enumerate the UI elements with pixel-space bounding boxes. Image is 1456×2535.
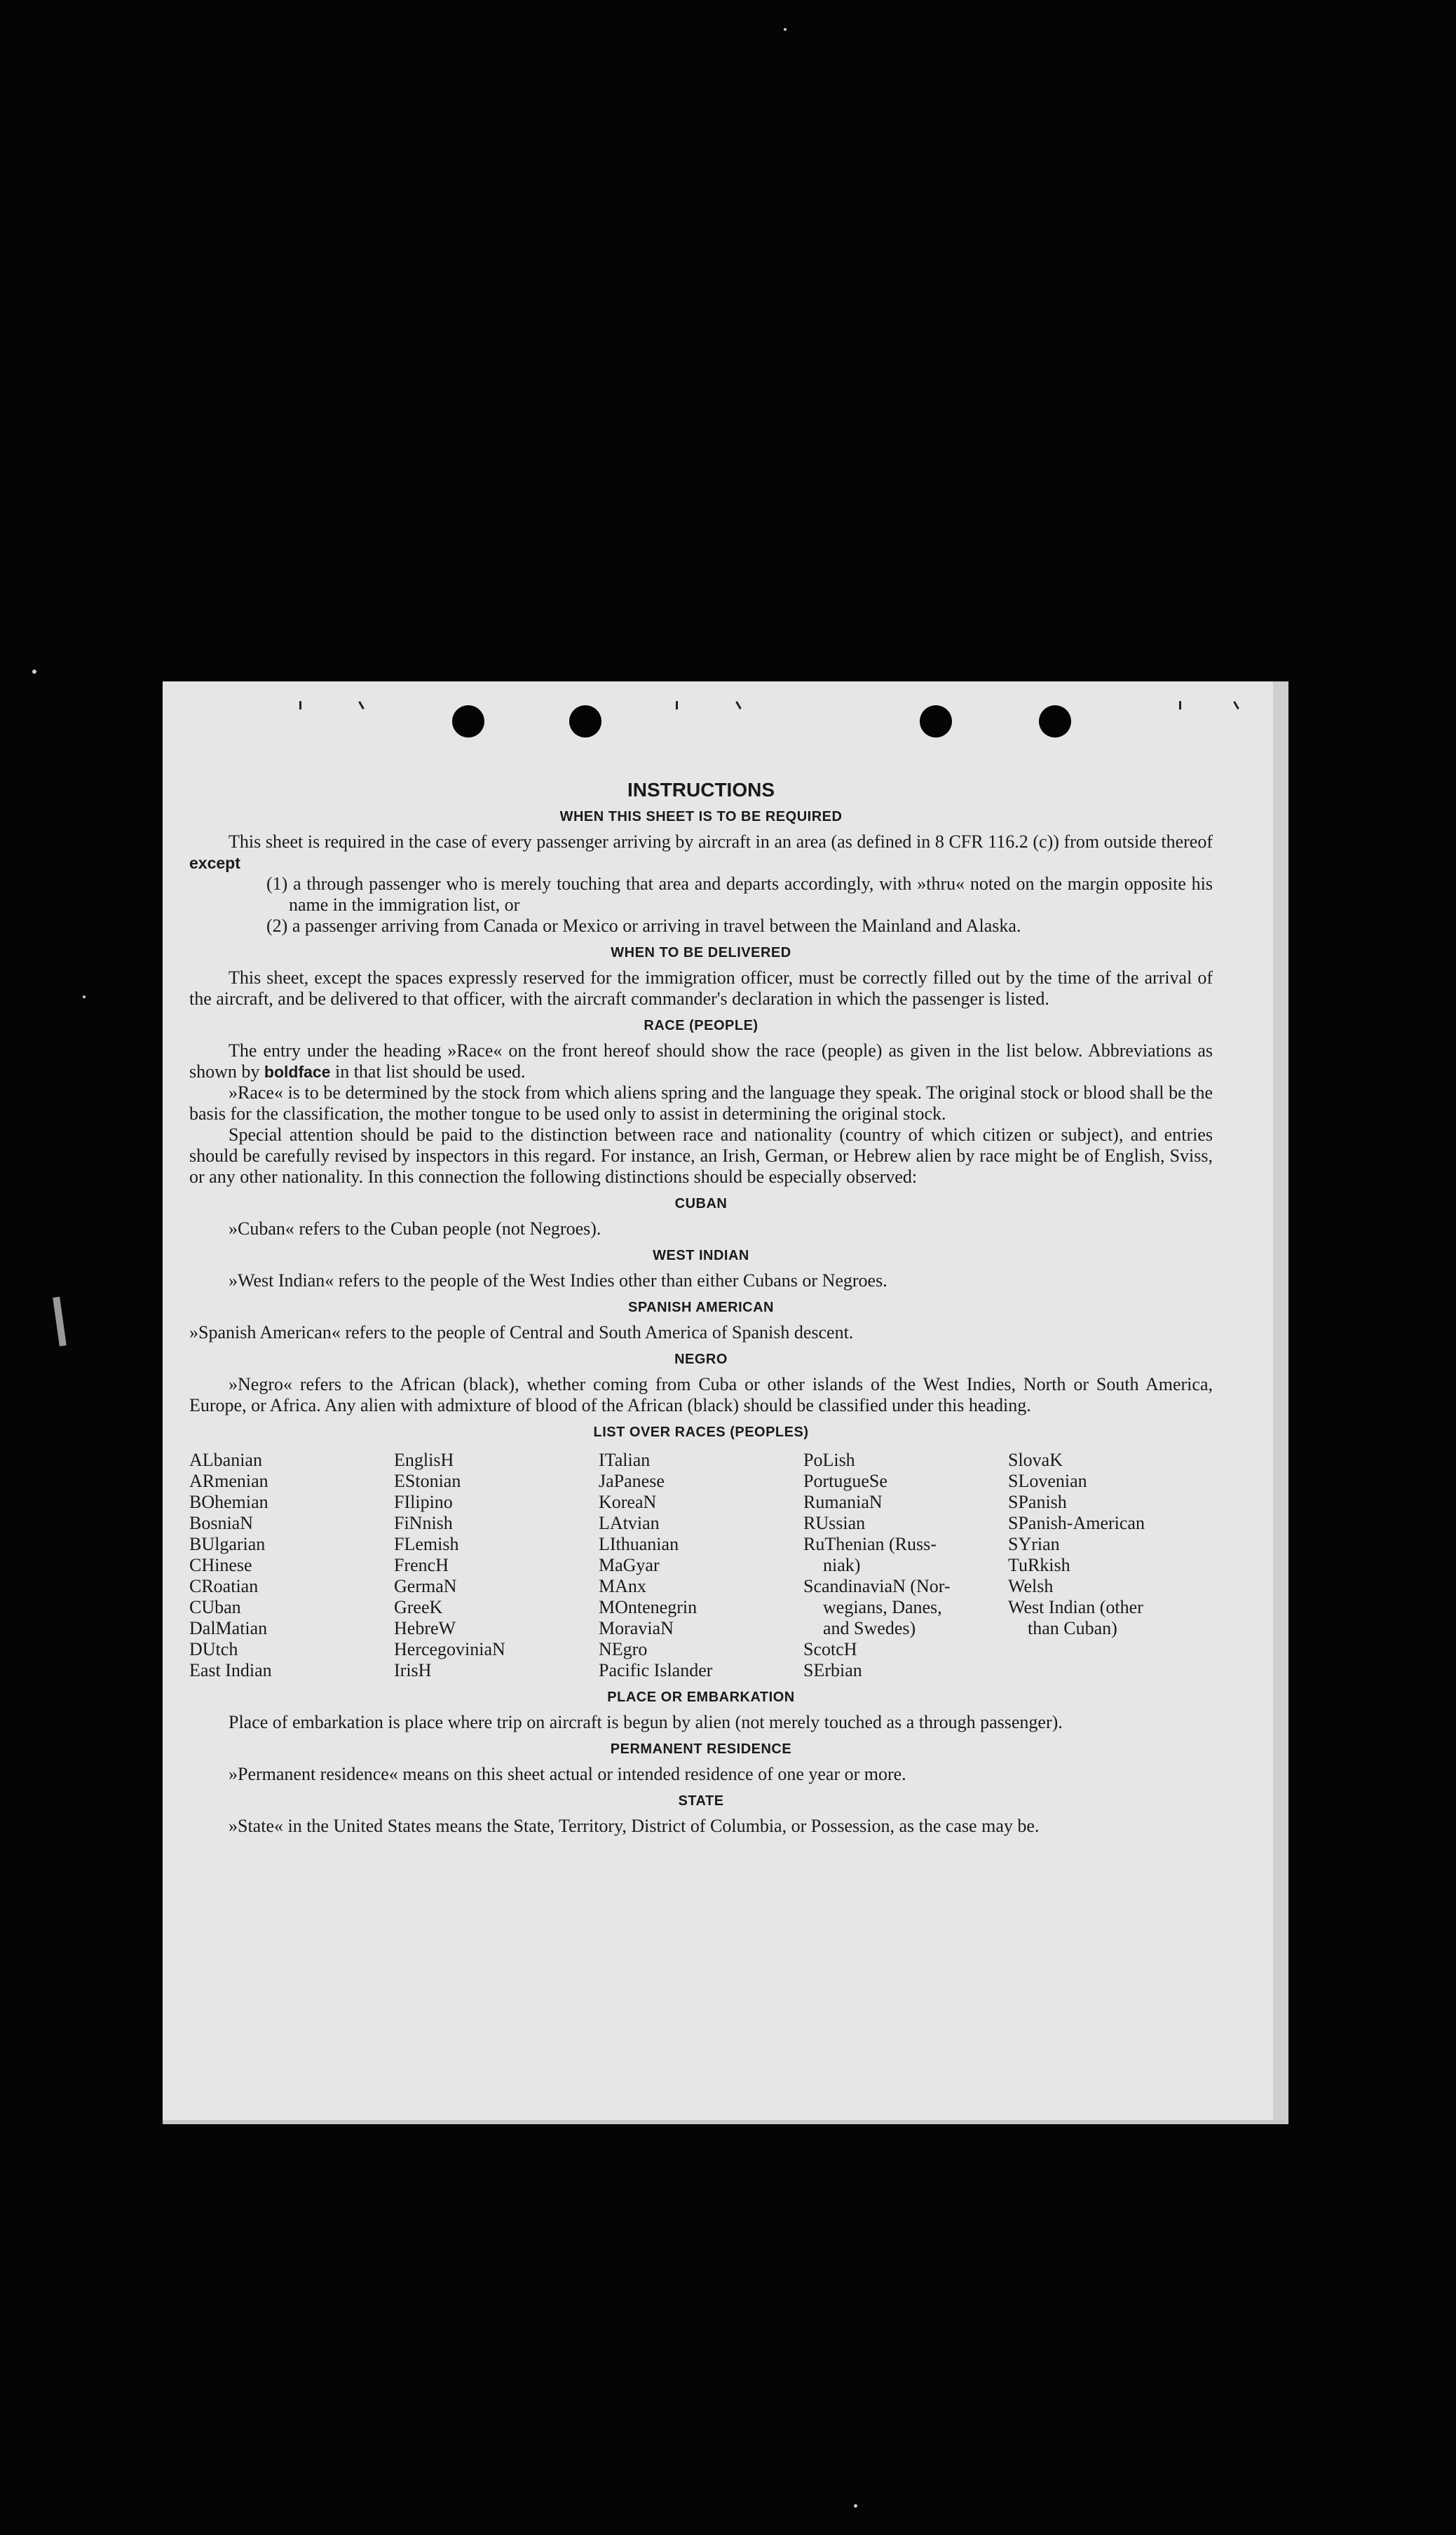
race-entry: East Indian <box>189 1660 272 1680</box>
race-entry: ScotcH <box>803 1639 857 1659</box>
paragraph <box>189 1040 1213 1082</box>
binder-mark <box>676 701 678 709</box>
paragraph: »Permanent residence« means on this sheet actual or intended residence of one year or more. <box>229 1764 906 1784</box>
section-heading: PLACE OR EMBARKATION <box>607 1690 795 1705</box>
race-entry: TuRkish <box>1008 1555 1070 1575</box>
race-entry: PoLish <box>803 1450 855 1470</box>
section-heading: STATE <box>678 1793 724 1809</box>
binder-mark <box>1233 701 1239 709</box>
race-entry: and Swedes) <box>823 1618 916 1638</box>
section-heading: WHEN THIS SHEET IS TO BE REQUIRED <box>559 809 843 824</box>
section-heading: NEGRO <box>674 1352 728 1367</box>
race-entry: BosniaN <box>189 1513 253 1533</box>
paragraph: »West Indian« refers to the people of the West Indies other than either Cubans or Negroes. <box>229 1270 887 1291</box>
punch-hole <box>1039 705 1071 738</box>
paragraph-text: The entry under the heading »Race« on the front hereof should show the race (people) as given in the list below. Abbreviations as shown by <box>189 1040 1213 1082</box>
race-entry: SYrian <box>1008 1534 1060 1554</box>
section-heading: RACE (PEOPLE) <box>644 1018 758 1033</box>
race-entry: ARmenian <box>189 1471 268 1491</box>
instructions-body <box>189 780 1213 1837</box>
race-entry: FrencH <box>394 1555 449 1575</box>
film-speck <box>32 670 36 674</box>
paragraph: »Negro« refers to the African (black), whether coming from Cuba or other islands of the West Indies, North or South America, Europe, or Africa. Any alien with admixture of blood of the African (black) should be classified under this heading. <box>189 1374 1213 1415</box>
race-entry: HebreW <box>394 1618 456 1638</box>
punch-hole <box>452 705 484 738</box>
paragraph-text: in that list should be used. <box>334 1061 526 1082</box>
film-speck <box>854 2504 857 2508</box>
race-entry: HercegoviniaN <box>394 1639 505 1659</box>
race-entry: SLovenian <box>1008 1471 1087 1491</box>
race-entry: RUssian <box>803 1513 866 1533</box>
race-entry: RumaniaN <box>803 1492 883 1512</box>
race-entry: CRoatian <box>189 1576 259 1596</box>
race-entry: Welsh <box>1008 1576 1054 1596</box>
race-entry: KoreaN <box>599 1492 657 1512</box>
race-entry: ScandinaviaN (Nor- <box>803 1576 951 1596</box>
race-entry: DUtch <box>189 1639 238 1659</box>
race-entry: RuThenian (Russ- <box>803 1534 937 1554</box>
race-entry: MOntenegrin <box>599 1597 698 1617</box>
film-scratch <box>53 1297 67 1347</box>
race-entry: BUlgarian <box>189 1534 266 1554</box>
section-heading: WEST INDIAN <box>653 1248 749 1263</box>
race-entry: CHinese <box>189 1555 252 1575</box>
race-column <box>599 1450 803 1681</box>
bold-term: except <box>189 854 240 872</box>
film-speck <box>784 28 787 31</box>
paragraph: »Spanish American« refers to the people of Central and South America of Spanish descent. <box>189 1322 854 1343</box>
race-entry: CUban <box>189 1597 241 1617</box>
paragraph: »State« in the United States means the State, Territory, District of Columbia, or Possession, as the case may be. <box>229 1816 1040 1836</box>
race-entry: PortugueSe <box>803 1471 887 1491</box>
race-column <box>189 1450 394 1681</box>
sheet-edge-shadow <box>1273 681 1288 2124</box>
instruction-sheet <box>163 681 1288 2124</box>
race-entry: JaPanese <box>599 1471 665 1491</box>
bold-term: boldface <box>264 1063 331 1081</box>
paragraph: Place of embarkation is place where trip on aircraft is begun by alien (not merely touched as a through passenger). <box>229 1712 1063 1732</box>
sheet-edge-shadow <box>163 2120 1288 2124</box>
race-entry: SPanish-American <box>1008 1513 1145 1533</box>
race-entry: DalMatian <box>189 1618 268 1638</box>
race-entry: LAtvian <box>599 1513 660 1533</box>
paragraph: »Cuban« refers to the Cuban people (not Negroes). <box>229 1218 601 1239</box>
binder-mark <box>299 701 301 709</box>
race-entry: FiNnish <box>394 1513 453 1533</box>
race-entry: West Indian (other <box>1008 1597 1143 1617</box>
race-column <box>1008 1450 1213 1681</box>
race-entry: Pacific Islander <box>599 1660 713 1680</box>
paragraph: »Race« is to be determined by the stock from which aliens spring and the language they speak. The original stock or blood shall be the basis for the classification, the mother tongue to be used only to assist in determining the original stock. <box>189 1082 1213 1124</box>
paragraph: This sheet, except the spaces expressly reserved for the immigration officer, must be correctly filled out by the time of the arrival of the aircraft, and be delivered to that officer, with the aircraft commander's declaration in which the passenger is listed. <box>189 967 1213 1009</box>
race-entry: FLemish <box>394 1534 459 1554</box>
race-entry: FIlipino <box>394 1492 453 1512</box>
race-entry: LIthuanian <box>599 1534 679 1554</box>
binder-mark <box>1179 701 1181 709</box>
race-entry: EStonian <box>394 1471 461 1491</box>
race-entry: MoraviaN <box>599 1618 674 1638</box>
section-heading: WHEN TO BE DELIVERED <box>611 945 791 960</box>
binder-mark <box>735 701 742 709</box>
race-entry: GreeK <box>394 1597 443 1617</box>
paragraph <box>189 831 1213 874</box>
binder-mark <box>358 701 365 709</box>
race-entry: SErbian <box>803 1660 862 1680</box>
paragraph: Special attention should be paid to the distinction between race and nationality (country of which citizen or subject), and entries should be carefully revised by inspectors in this regard. For instance, an Irish, German, or Hebrew alien by race might be of English, Sviss, or any other nationality. In this connection the following distinctions should be especially observed: <box>189 1124 1213 1187</box>
punch-hole <box>920 705 952 738</box>
section-heading: PERMANENT RESIDENCE <box>610 1741 792 1757</box>
race-entry: NEgro <box>599 1639 648 1659</box>
section-heading: SPANISH AMERICAN <box>627 1300 774 1315</box>
race-entry: than Cuban) <box>1028 1618 1117 1638</box>
punch-hole <box>569 705 601 738</box>
race-entry: SlovaK <box>1008 1450 1063 1470</box>
section-heading: CUBAN <box>674 1196 728 1211</box>
race-entry: SPanish <box>1008 1492 1067 1512</box>
race-entry: GermaN <box>394 1576 457 1596</box>
list-item: (2) a passenger arriving from Canada or Mexico or arriving in travel between the Mainland and Alaska. <box>266 916 1021 936</box>
race-entry: ALbanian <box>189 1450 262 1470</box>
section-heading: LIST OVER RACES (PEOPLES) <box>593 1425 809 1440</box>
race-column <box>394 1450 599 1681</box>
race-entry: BOhemian <box>189 1492 268 1512</box>
race-entry: wegians, Danes, <box>823 1597 942 1617</box>
race-column <box>803 1450 1008 1681</box>
race-entry: niak) <box>823 1555 861 1575</box>
race-entry: MAnx <box>599 1576 646 1596</box>
race-entry: EnglisH <box>394 1450 454 1470</box>
race-entry: IrisH <box>394 1660 432 1680</box>
race-list <box>189 1450 1213 1681</box>
race-entry: MaGyar <box>599 1555 660 1575</box>
page-title: INSTRUCTIONS <box>627 779 775 801</box>
paragraph-text: This sheet is required in the case of every passenger arriving by aircraft in an area (as defined in 8 CFR 116.2 (c)) from outside thereof <box>229 831 1213 852</box>
film-speck <box>83 995 86 998</box>
race-entry: ITalian <box>599 1450 651 1470</box>
list-item: (1) a through passenger who is merely touching that area and departs accordingly, with »thru« noted on the margin opposite his name in the immigration list, or <box>266 874 1213 915</box>
